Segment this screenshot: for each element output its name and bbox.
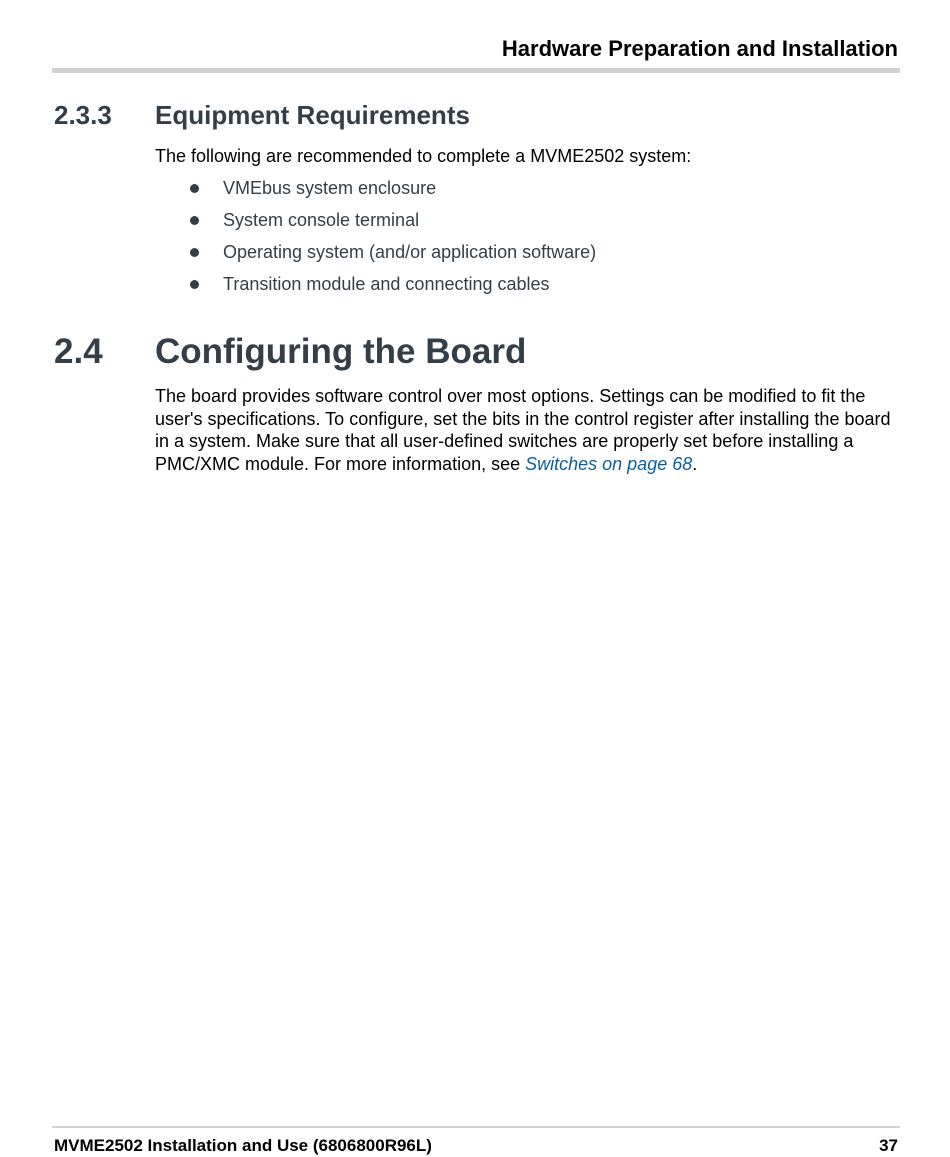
- body-text: The board provides software control over most options. Settings can be modified to fit the user's specifications. To configure, set the bits in the control register after installing the board in a system. Make sure that all user-defined switches are properly set before installing a PMC/XMC module. For more information, see: [155, 386, 891, 474]
- page-number: 37: [879, 1136, 898, 1155]
- running-header-title: Hardware Preparation and Installation: [501, 36, 898, 61]
- section-number: 2.4: [54, 332, 103, 371]
- cross-reference-link[interactable]: Switches on page 68: [525, 453, 693, 474]
- body-paragraph: [155, 385, 900, 475]
- footer-divider: [52, 1126, 900, 1128]
- list-item-text: Transition module and connecting cables: [223, 274, 550, 294]
- list-item-text: VMEbus system enclosure: [223, 178, 437, 198]
- list-item-text: Operating system (and/or application software): [223, 242, 597, 262]
- section-heading: Equipment Requirements: [155, 100, 470, 130]
- trailing-punctuation: .: [692, 453, 698, 474]
- list-item-text: System console terminal: [223, 210, 420, 230]
- footer-document-title: MVME2502 Installation and Use (6806800R96L): [54, 1136, 432, 1155]
- bullet-icon: [190, 184, 199, 193]
- bullet-icon: [190, 216, 199, 225]
- intro-paragraph: The following are recommended to complete a MVME2502 system:: [155, 146, 692, 166]
- header-divider: [52, 68, 900, 73]
- section-heading: Configuring the Board: [155, 332, 527, 371]
- bullet-icon: [190, 280, 199, 289]
- section-number: 2.3.3: [54, 100, 112, 130]
- bullet-icon: [190, 248, 199, 257]
